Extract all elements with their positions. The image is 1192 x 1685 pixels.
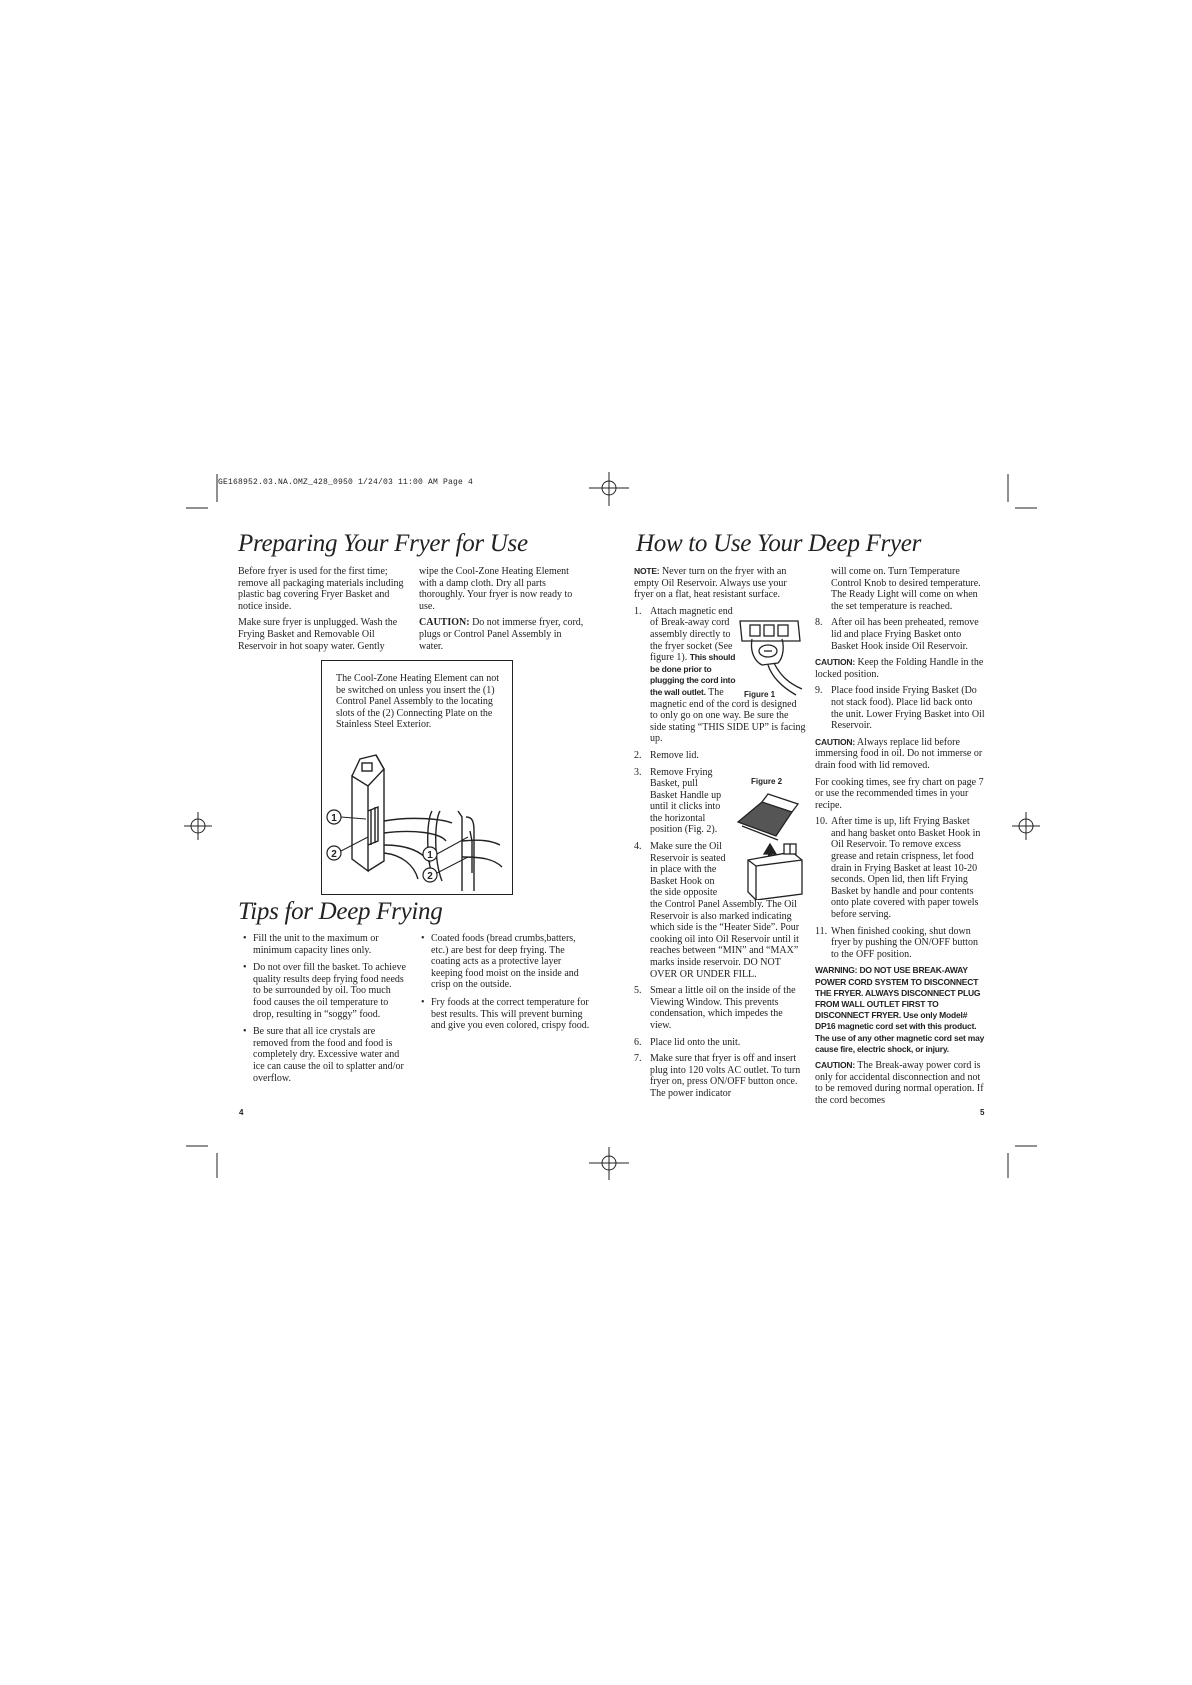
- preparing-col1: [238, 566, 404, 657]
- step-6-text: Place lid onto the unit.: [650, 1036, 741, 1048]
- note-label: NOTE:: [634, 566, 660, 576]
- tips-title: Tips for Deep Frying: [238, 898, 443, 925]
- preparing-para-1: Before fryer is used for the first time; remove all packaging materials including plastic bag covering Fryer Basket and notice inside.: [238, 566, 404, 612]
- step-7-number: 7.: [634, 1053, 642, 1065]
- step-8-number: 8.: [815, 617, 823, 629]
- step-8: [815, 617, 985, 652]
- tips-col2: [419, 933, 591, 1038]
- step-10-text: After time is up, lift Frying Basket and hang basket onto Basket Hook in Oil Reservoir. To remove excess grease and retain crispness, let food drain in Frying Basket at least 10-20 seconds. Open lid, then lift Frying Basket by handle and pour contents onto plate covered with paper towels before serving.: [831, 816, 981, 921]
- step-1-text-b: The magnetic end of the cord is designed to only go on one way. Be sure the side stating “THIS SIDE UP” is facing up.: [650, 686, 806, 745]
- caution-text: Do not immerse fryer, cord, plugs or Control Panel Assembly in water.: [419, 617, 584, 652]
- step-2-number: 2.: [634, 749, 642, 761]
- caution-1-text: Keep the Folding Handle in the locked position.: [815, 657, 984, 680]
- step-9-text: Place food inside Frying Basket (Do not stack food). Place lid back onto the unit. Lower Frying Basket into Oil Reservoir.: [831, 685, 985, 732]
- note-paragraph: [634, 566, 806, 601]
- step-11-number: 11.: [815, 925, 828, 937]
- callout-2-right: 2: [427, 871, 433, 882]
- tip-4: • Coated foods (bread crumbs,batters, etc.) are best for deep frying. The coating acts as a protective layer keeping food moist on the inside and crisp on the outside.: [419, 933, 591, 991]
- control-panel-illustration: [322, 741, 512, 891]
- step-6-number: 6.: [634, 1036, 642, 1048]
- step-2: [634, 750, 806, 762]
- step-6: [634, 1037, 806, 1049]
- caution-replace-lid: [815, 737, 985, 772]
- step-11-text: When finished cooking, shut down fryer by pushing the ON/OFF button to the OFF position.: [831, 925, 978, 960]
- how-to-title: How to Use Your Deep Fryer: [636, 530, 922, 557]
- preparing-caution: [419, 617, 587, 652]
- tip-1: • Fill the unit to the maximum or minimum capacity lines only.: [241, 933, 407, 956]
- step-1-text-a: Attach magnetic end of Break-away cord assembly directly to the fryer socket (See figure 1).: [650, 605, 733, 664]
- step-7: [634, 1053, 806, 1099]
- heating-element-note: The Cool-Zone Heating Element can not be switched on unless you insert the (1) Control Panel Assembly to the locating slots of the (2) Connecting Plate on the Stainless Steel Exterior.: [336, 673, 500, 731]
- step-9: [815, 685, 985, 731]
- step-3-text: Remove Frying Basket, pull Basket Handle up until it clicks into the horizontal position (Fig. 2).: [650, 766, 722, 836]
- callout-1-right: 1: [427, 850, 433, 861]
- page-number-right: 5: [980, 1108, 985, 1117]
- step-4-text: Make sure the Oil Reservoir is seated in place with the Basket Hook on the side opposite the Control Panel Assembly. The Oil Reservoir is also marked indicating which side is the “Heater Side”. Pour cooking oil into Oil Reservoir until it reaches between “MIN” and “MAX” marks inside reservoir. DO NOT OVER OR UNDER FILL.: [650, 841, 800, 980]
- caution-label: CAUTION:: [419, 617, 470, 629]
- step-7-text: Make sure that fryer is off and insert plug into 120 volts AC outlet. To turn fryer on, press ON/OFF button once. The power indicator: [650, 1053, 801, 1099]
- caution-2-text: Always replace lid before immersing food in oil. Do not immerse or drain food with lid removed.: [815, 736, 983, 771]
- step-5: [634, 985, 806, 1031]
- note-text: Never turn on the fryer with an empty Oil Reservoir. Always use your fryer on a flat, heat resistant surface.: [634, 566, 787, 601]
- tips-col1: [241, 933, 407, 1090]
- step-1-bold: This should be done prior to plugging the cord into the wall outlet.: [650, 652, 736, 697]
- step-3-number: 3.: [634, 766, 642, 778]
- step-2-text: Remove lid.: [650, 749, 699, 761]
- step-5-text: Smear a little oil on the inside of the Viewing Window. This prevents condensation, which impedes the view.: [650, 985, 796, 1031]
- step-4-number: 4.: [634, 841, 642, 853]
- caution-3-text: The Break-away power cord is only for accidental disconnection and not to be removed during normal operation. If the cord becomes: [815, 1060, 984, 1106]
- tip-2: • Do not over fill the basket. To achieve quality results deep frying food needs to be surrounded by oil. Too much food causes the oil temperature to drop, resulting in “soggy” food.: [241, 962, 407, 1020]
- caution-folding-handle: [815, 657, 985, 680]
- slug-line: GE168952.03.NA.OMZ_428_0950 1/24/03 11:00 AM Page 4: [218, 478, 474, 487]
- step-5-number: 5.: [634, 985, 642, 997]
- heating-element-box: [321, 660, 513, 895]
- preparing-title: Preparing Your Fryer for Use: [238, 530, 528, 557]
- callout-1-left: 1: [331, 813, 337, 824]
- preparing-para-2: Make sure fryer is unplugged. Wash the Frying Basket and Removable Oil Reservoir in hot soapy water. Gently: [238, 617, 398, 652]
- figure-1-caption: Figure 1: [744, 690, 776, 699]
- caution-1-label: CAUTION:: [815, 657, 855, 668]
- tip-5: • Fry foods at the correct temperature for best results. This will prevent burning and give you even colored, crispy food.: [419, 997, 591, 1032]
- caution-3-label: CAUTION:: [815, 1060, 855, 1071]
- caution-2-label: CAUTION:: [815, 736, 855, 747]
- step-10-number: 10.: [815, 816, 828, 828]
- how-to-col2: [815, 566, 985, 1111]
- caution-break-away: [815, 1060, 985, 1106]
- step-7-continued: will come on. Turn Temperature Control Knob to desired temperature. The Ready Light will come on when the set temperature is reached.: [831, 566, 981, 612]
- step-10: [815, 816, 985, 920]
- figure-1-plug-illustration: [738, 617, 808, 699]
- callout-2-left: 2: [331, 849, 337, 860]
- figure-2-caption: Figure 2: [751, 777, 783, 786]
- tip-3: • Be sure that all ice crystals are removed from the food and food is completely dry. Excessive water and ice can cause the oil to splatter and/or overflow.: [241, 1026, 407, 1084]
- preparing-para-3: wipe the Cool-Zone Heating Element with a damp cloth. Dry all parts thoroughly. Your fryer is now ready to use.: [419, 566, 573, 612]
- step-9-number: 9.: [815, 685, 823, 697]
- step-8-text: After oil has been preheated, remove lid and place Frying Basket onto Basket Hook inside Oil Reservoir.: [831, 617, 979, 652]
- warning-paragraph: WARNING: DO NOT USE BREAK-AWAY POWER CORD SYSTEM TO DISCONNECT THE FRYER. ALWAYS DISCONNECT PLUG FROM WALL OUTLET FIRST TO DISCONNECT FRYER. Use only Model# DP16 magnetic cord set with this product. The use of any other magnetic cord set may cause fire, electric shock, or injury.: [815, 965, 985, 1054]
- step-11: [815, 926, 985, 961]
- cooking-times-note: For cooking times, see fry chart on page 7 or use the recommended times in your recipe.: [815, 776, 984, 811]
- page-number-left: 4: [239, 1108, 244, 1117]
- figure-2-basket-illustration: [732, 790, 808, 900]
- step-1-number: 1.: [634, 605, 642, 617]
- preparing-col2: [419, 566, 587, 657]
